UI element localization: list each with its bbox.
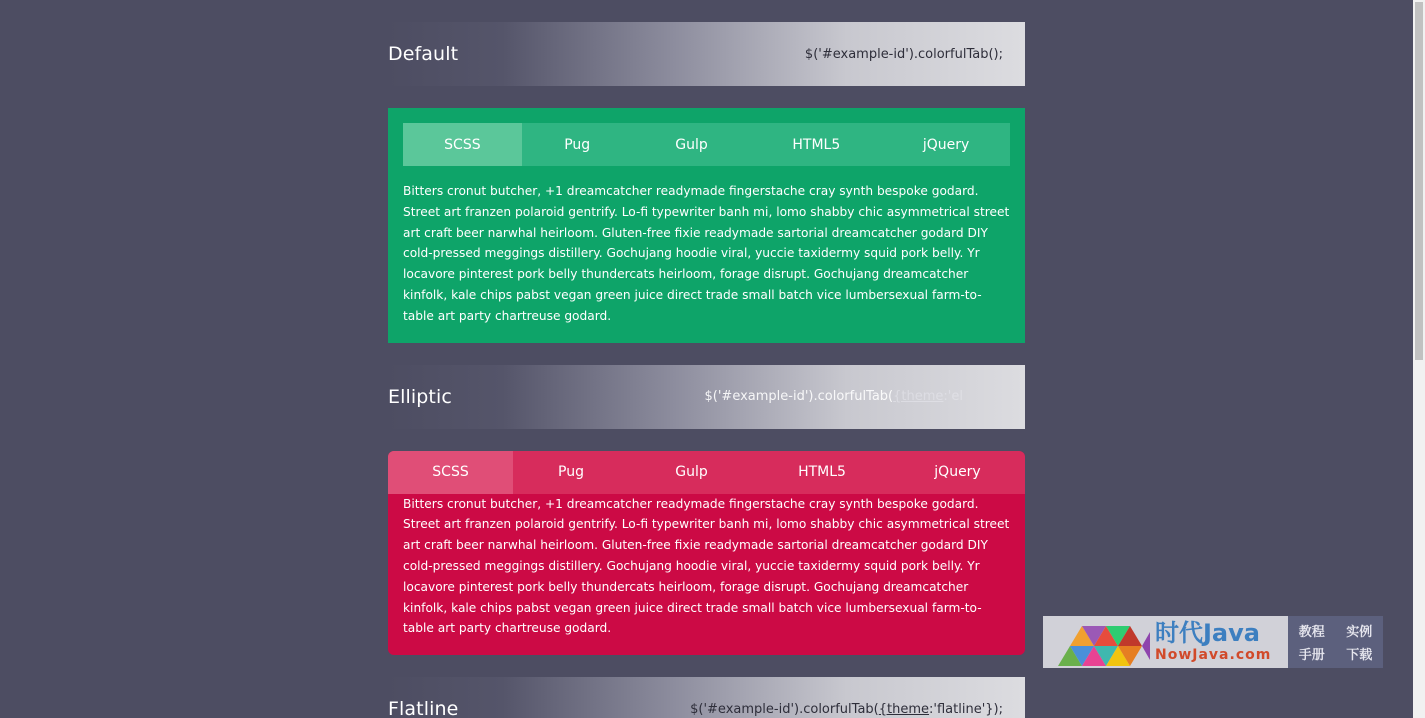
tab-pug[interactable]: Pug xyxy=(558,464,584,481)
watermark-text xyxy=(1155,619,1271,663)
tab-scss[interactable]: SCSS xyxy=(403,123,522,166)
watermark-links xyxy=(1288,616,1383,668)
watermark-link-examples[interactable]: 实例 xyxy=(1346,625,1373,640)
section-title-default: Default xyxy=(388,43,459,65)
code-snippet-elliptic xyxy=(705,389,963,404)
watermark-brand[interactable] xyxy=(1043,616,1288,668)
watermark-link-manual[interactable]: 手册 xyxy=(1298,648,1325,663)
vertical-scrollbar[interactable] xyxy=(1413,0,1425,718)
tab-html5[interactable]: HTML5 xyxy=(798,464,846,481)
tab-jquery[interactable]: jQuery xyxy=(934,464,981,481)
section-header-default xyxy=(388,22,1025,86)
code-prefix: $('#example-id').colorfulTab( xyxy=(704,389,894,405)
tab-html5[interactable]: HTML5 xyxy=(792,136,841,153)
tabs-elliptic xyxy=(388,451,1025,656)
tab-bar-elliptic xyxy=(388,451,1025,494)
triangle-mosaic-logo-icon xyxy=(1058,620,1150,670)
code-prefix: $('#example-id').colorfulTab( xyxy=(690,701,879,717)
tab-gulp[interactable]: Gulp xyxy=(675,464,708,481)
section-header-elliptic xyxy=(388,365,1025,429)
tab-content-default: Bitters cronut butcher, +1 dreamcatcher readymade fingerstache cray synth bespoke godard. Street art franzen polaroid gentrify. Lo-fi typewriter banh mi, lomo shabby chic asymmetrical street art craft beer narwhal heirloom. Gluten-free fixie readymade sartorial dreamcatcher godard DIY cold-pressed meggings distillery. Gochujang hoodie viral, yuccie taxidermy squid pork belly. Yr locavore pinterest pork belly thundercats heirloom, forage disrupt. Gochujang dreamcatcher kinfolk, kale chips pabst vegan green juice direct trade small batch vice lumbersexual farm-to-table art party chartreuse godard. xyxy=(403,184,1010,323)
tab-pug[interactable]: Pug xyxy=(564,136,591,153)
code-theme: {theme xyxy=(893,389,944,405)
brand-url: NowJava.com xyxy=(1155,647,1272,663)
demo-container xyxy=(388,22,1025,718)
code-snippet-flatline xyxy=(690,702,1003,717)
code-snippet-default: $('#example-id').colorfulTab(); xyxy=(804,46,1003,62)
code-theme: {theme xyxy=(878,701,930,717)
tab-scss[interactable]: SCSS xyxy=(388,451,513,494)
watermark-link-tutorial[interactable]: 教程 xyxy=(1298,625,1325,640)
tab-gulp[interactable]: Gulp xyxy=(675,136,708,153)
tab-content-elliptic: Bitters cronut butcher, +1 dreamcatcher readymade fingerstache cray synth bespoke godard. Street art franzen polaroid gentrify. Lo-fi typewriter banh mi, lomo shabby chic asymmetrical street art craft beer narwhal heirloom. Gluten-free fixie readymade sartorial dreamcatcher godard DIY cold-pressed meggings distillery. Gochujang hoodie viral, yuccie taxidermy squid pork belly. Yr locavore pinterest pork belly thundercats heirloom, forage disrupt. Gochujang dreamcatcher kinfolk, kale chips pabst vegan green juice direct trade small batch vice lumbersexual farm-to-table art party chartreuse godard. xyxy=(403,496,1010,636)
tab-bar-default xyxy=(403,123,1010,166)
watermark-link-download[interactable]: 下载 xyxy=(1346,648,1373,663)
section-title-flatline: Flatline xyxy=(388,698,459,718)
brand-cn: 时代Java xyxy=(1155,619,1260,647)
watermark xyxy=(1043,616,1383,668)
code-suffix: :'flatline'}); xyxy=(929,701,1003,717)
tabs-default xyxy=(388,108,1025,343)
tab-jquery[interactable]: jQuery xyxy=(922,136,970,153)
scrollbar-thumb[interactable] xyxy=(1415,2,1423,360)
code-suffix: :'el xyxy=(943,389,963,405)
section-title-elliptic: Elliptic xyxy=(388,385,452,408)
section-header-flatline xyxy=(388,677,1025,718)
